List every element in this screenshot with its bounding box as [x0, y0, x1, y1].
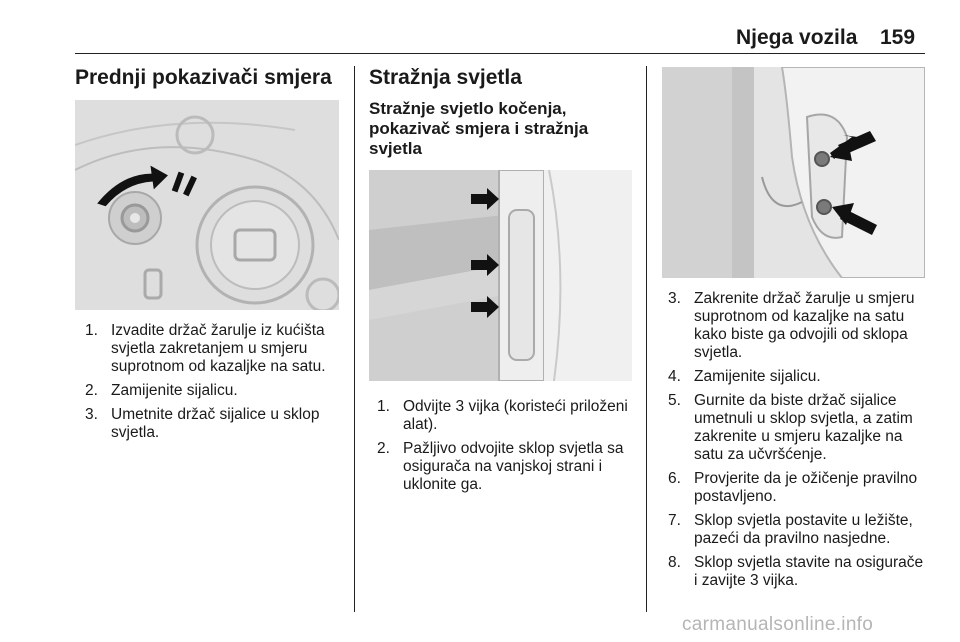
list-item: 3. Zakrenite držač žarulje u smjeru suprotnom od kazaljke na satu kako biste ga odvojili od sklopa svjetla.	[668, 290, 915, 361]
header-title: Njega vozila	[736, 26, 858, 49]
list-item: 2. Pažljivo odvojite sklop svjetla sa osigurača na vanjskoj strani i uklonite ga.	[377, 440, 624, 493]
list-item: 1. Odvijte 3 vijka (koristeći priloženi alat).	[377, 398, 628, 433]
column-divider-1	[354, 66, 355, 612]
list-item: 8. Sklop svjetla stavite na osigurače i zavijte 3 vijka.	[668, 554, 924, 589]
list-item: 1. Izvadite držač žarulje iz kućišta svjetla zakretanjem u smjeru suprotnom od kazaljke na satu.	[85, 322, 326, 375]
rear-light-screws-figure	[369, 170, 632, 381]
rear-light-steps-a	[377, 398, 635, 500]
rear-lights-subheading: Stražnje svjetlo kočenja, pokazivač smjera i stražnja svjetla	[369, 99, 589, 158]
watermark: carmanualsonline.info	[682, 614, 874, 635]
front-indicator-figure	[75, 100, 339, 310]
front-indicator-steps	[85, 322, 337, 448]
list-item: 2. Zamijenite sijalicu.	[85, 382, 238, 399]
list-item: 5. Gurnite da biste držač sijalice umetnuli u sklop svjetla, a zatim zakrenite u smjeru kazaljke na satu za učvršćenje.	[668, 392, 913, 463]
column-divider-2	[646, 66, 647, 612]
rear-light-steps-b	[668, 290, 930, 596]
list-item: 4. Zamijenite sijalicu.	[668, 368, 821, 385]
list-item: 3. Umetnite držač sijalice u sklop svjetla.	[85, 406, 320, 441]
header-rule	[75, 53, 925, 54]
rear-light-bulb-figure	[662, 67, 925, 278]
page-number: 159	[880, 26, 916, 49]
rear-lights-heading: Stražnja svjetla	[369, 66, 522, 89]
front-indicators-heading: Prednji pokazivači smjera	[75, 66, 332, 89]
list-item: 7. Sklop svjetla postavite u ležište, pazeći da pravilno nasjedne.	[668, 512, 913, 547]
list-item: 6. Provjerite da je ožičenje pravilno postavljeno.	[668, 470, 918, 505]
